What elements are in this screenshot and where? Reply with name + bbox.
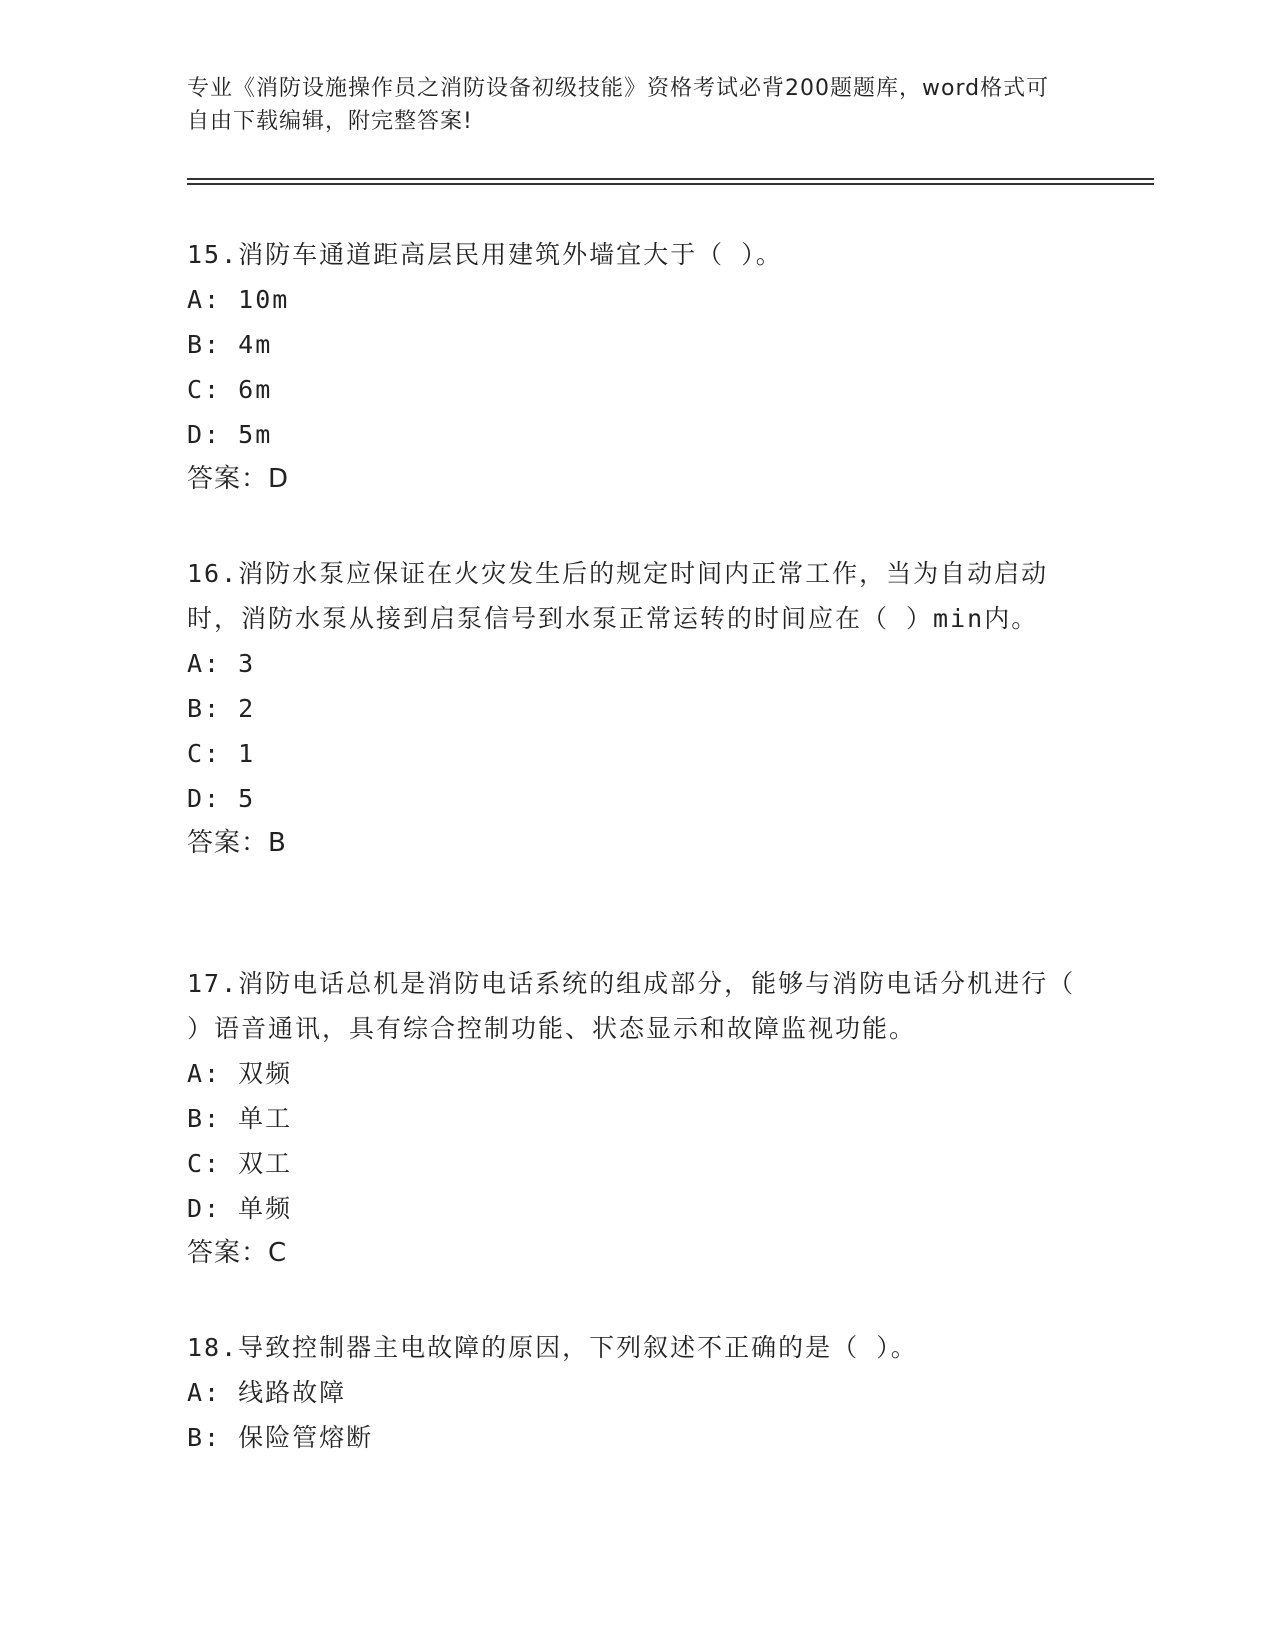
option-a: A: 3 — [187, 649, 256, 678]
option-c: C: 6m — [187, 375, 273, 404]
question-15 — [187, 232, 1087, 502]
option-c: C: 1 — [187, 739, 256, 768]
option-a: A: 线路故障 — [187, 1378, 347, 1407]
option-a: A: 双频 — [187, 1059, 293, 1088]
option-d: D: 5 — [187, 784, 256, 813]
question-stem: 18.导致控制器主电故障的原因，下列叙述不正确的是（ ）。 — [187, 1333, 918, 1362]
question-17 — [187, 961, 1087, 1276]
question-16 — [187, 551, 1087, 866]
question-stem: 15.消防车通道距高层民用建筑外墙宜大于（ ）。 — [187, 240, 783, 269]
question-stem: 16.消防水泵应保证在火灾发生后的规定时间内正常工作，当为自动启动时，消防水泵从接到启泵信号到水泵正常运转的时间应在（ ）min内。 — [187, 559, 1049, 633]
option-b: B: 2 — [187, 694, 256, 723]
option-d: D: 单频 — [187, 1194, 293, 1223]
question-stem: 17.消防电话总机是消防电话系统的组成部分，能够与消防电话分机进行（ ）语音通讯，具有综合控制功能、状态显示和故障监视功能。 — [187, 969, 1076, 1043]
option-b: B: 保险管熔断 — [187, 1423, 374, 1452]
answer: 答案：D — [187, 464, 290, 494]
option-b: B: 单工 — [187, 1104, 293, 1133]
header-divider-top — [187, 178, 1154, 180]
answer: 答案：B — [187, 828, 287, 858]
option-b: B: 4m — [187, 330, 273, 359]
document-header: 专业《消防设施操作员之消防设备初级技能》资格考试必背200题题库，word格式可自由下载编辑，附完整答案! — [187, 76, 1050, 134]
option-d: D: 5m — [187, 420, 273, 449]
option-c: C: 双工 — [187, 1149, 293, 1178]
header-divider-bottom — [187, 183, 1154, 185]
answer: 答案：C — [187, 1238, 288, 1268]
question-18 — [187, 1325, 1087, 1460]
option-a: A: 10m — [187, 285, 290, 314]
